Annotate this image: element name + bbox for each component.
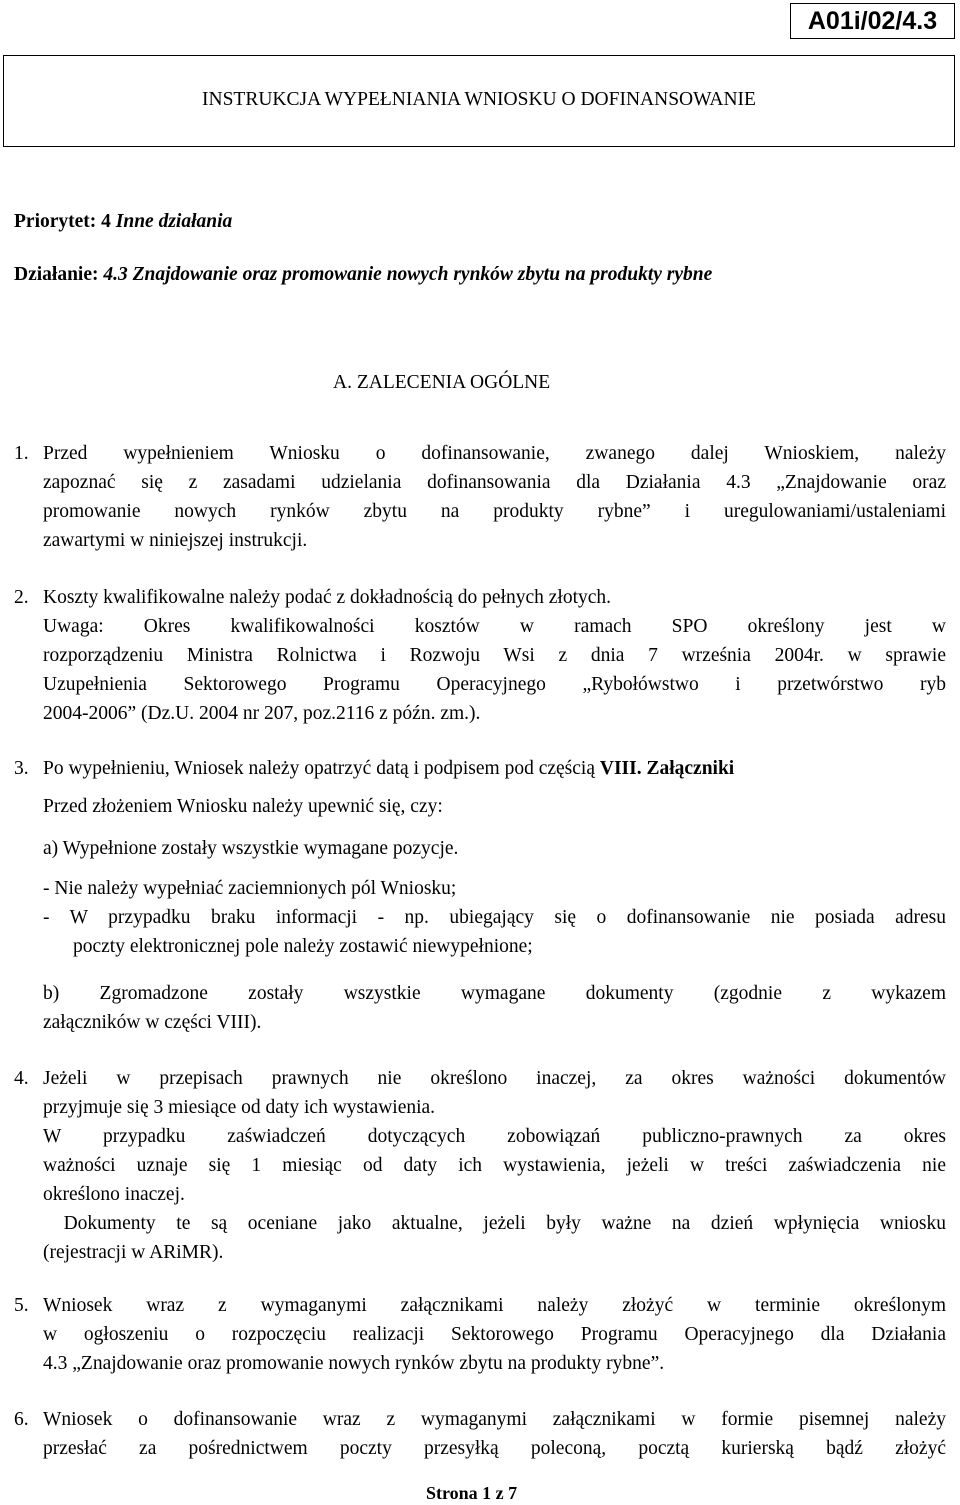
checklist-dash-items	[14, 874, 946, 932]
item-text-line: promowanie nowych rynków zbytu na produkty rybne” i uregulowaniami/ustaleniami	[43, 501, 946, 522]
item-text-line: Wniosek wraz z wymaganymi załącznikami należy złożyć w terminie określonym	[43, 1295, 946, 1316]
instruction-item-6	[14, 1405, 946, 1463]
item-text-line: W przypadku zaświadczeń dotyczących zobowiązań publiczno-prawnych za okres	[43, 1126, 946, 1147]
item-text-line: Wniosek o dofinansowanie wraz z wymaganymi załącznikami w formie pisemnej należy	[43, 1409, 946, 1430]
dzialanie-value: 4.3 Znajdowanie oraz promowanie nowych rynków zbytu na produkty rybne	[103, 264, 713, 285]
item-number: 5.	[14, 1295, 29, 1316]
priorytet-line	[14, 211, 232, 233]
item-text-line: Przed złożeniem Wniosku należy upewnić się, czy:	[43, 796, 443, 817]
item-text-line: poczty elektronicznej pole należy zostawić niewypełnione;	[73, 936, 533, 957]
item-text-line: zawartymi w niniejszej instrukcji.	[43, 530, 308, 551]
item-number: 4.	[14, 1068, 29, 1089]
priorytet-label: Priorytet: 4	[14, 211, 116, 232]
dzialanie-label: Działanie:	[14, 264, 104, 285]
item-text-line: 4.3 „Znajdowanie oraz promowanie nowych rynków zbytu na produkty rybne”.	[43, 1353, 665, 1374]
item-text-line: ważności uznaje się 1 miesiąc od daty ich wystawienia, jeżeli w treści zaświadczenia nie	[43, 1155, 946, 1176]
dzialanie-line	[14, 264, 712, 286]
item-text-line: Jeżeli w przepisach prawnych nie określono inaczej, za okres ważności dokumentów	[43, 1068, 946, 1089]
item-text-line: a) Wypełnione zostały wszystkie wymagane pozycje.	[43, 838, 459, 859]
instruction-item-1	[14, 439, 946, 555]
item-number: 3.	[14, 758, 29, 779]
item-text-line: rozporządzeniu Ministra Rolnictwa i Rozwoju Wsi z dnia 7 września 2004r. w sprawie	[43, 645, 946, 666]
item-number: 2.	[14, 587, 29, 608]
instruction-item-5	[14, 1291, 946, 1378]
item-text-line: 2004-2006” (Dz.U. 2004 nr 207, poz.2116 z późn. zm.).	[43, 703, 481, 724]
item-text-line: Po wypełnieniu, Wniosek należy opatrzyć datą i podpisem pod częścią VIII. Załączniki	[43, 758, 735, 779]
item-text-line: w ogłoszeniu o rozpoczęciu realizacji Sektorowego Programu Operacyjnego dla Działania	[43, 1324, 946, 1345]
checklist-item-b	[14, 979, 946, 1037]
item-text-line: przesłać za pośrednictwem poczty przesyłką poleconą, pocztą kurierską bądź złożyć	[43, 1438, 946, 1459]
page-number: Strona 1 z 7	[426, 1483, 518, 1503]
instruction-item-4	[14, 1064, 946, 1267]
priorytet-value: Inne działania	[115, 211, 233, 232]
checklist-dash-continuation	[73, 932, 946, 961]
item-text-line: Przed wypełnieniem Wniosku o dofinansowanie, zwanego dalej Wnioskiem, należy	[43, 443, 946, 464]
item-text-line: przyjmuje się 3 miesiące od daty ich wystawienia.	[43, 1097, 436, 1118]
document-code: A01i/02/4.3	[790, 3, 955, 39]
item-number: 6.	[14, 1409, 29, 1430]
instruction-item-3	[14, 754, 946, 783]
instruction-item-3-check-intro	[14, 792, 946, 821]
item-text-line: załączników w części VIII).	[43, 1012, 262, 1033]
item-text-line: Uwaga: Okres kwalifikowalności kosztów w ramach SPO określony jest w	[43, 616, 946, 637]
section-heading-a: A. ZALECENIA OGÓLNE	[333, 372, 551, 393]
item-text-line: - W przypadku braku informacji - np. ubiegający się o dofinansowanie nie posiada adresu	[43, 907, 946, 928]
instruction-item-2	[14, 583, 946, 728]
item-number: 1.	[14, 443, 29, 464]
item-text-line: Dokumenty te są oceniane jako aktualne, jeżeli były ważne na dzień wpłynięcia wniosku	[43, 1213, 946, 1234]
item-text-line: określono inaczej.	[43, 1184, 185, 1205]
item-text-line: - Nie należy wypełniać zaciemnionych pól Wniosku;	[43, 878, 457, 899]
item-text-line: zapoznać się z zasadami udzielania dofinansowania dla Działania 4.3 „Znajdowanie oraz	[43, 472, 946, 493]
item-text-line: b) Zgromadzone zostały wszystkie wymagane dokumenty (zgodnie z wykazem	[43, 983, 946, 1004]
checklist-item-a	[14, 834, 946, 863]
part-viii-reference: VIII. Załączniki	[599, 758, 735, 779]
item-text-line: (rejestracji w ARiMR).	[43, 1242, 224, 1263]
document-title: INSTRUKCJA WYPEŁNIANIA WNIOSKU O DOFINANSOWANIE	[3, 55, 955, 147]
item-text-line: Uzupełnienia Sektorowego Programu Operacyjnego „Rybołówstwo i przetwórstwo ryb	[43, 674, 946, 695]
item-text-line: Koszty kwalifikowalne należy podać z dokładnością do pełnych złotych.	[43, 587, 612, 608]
